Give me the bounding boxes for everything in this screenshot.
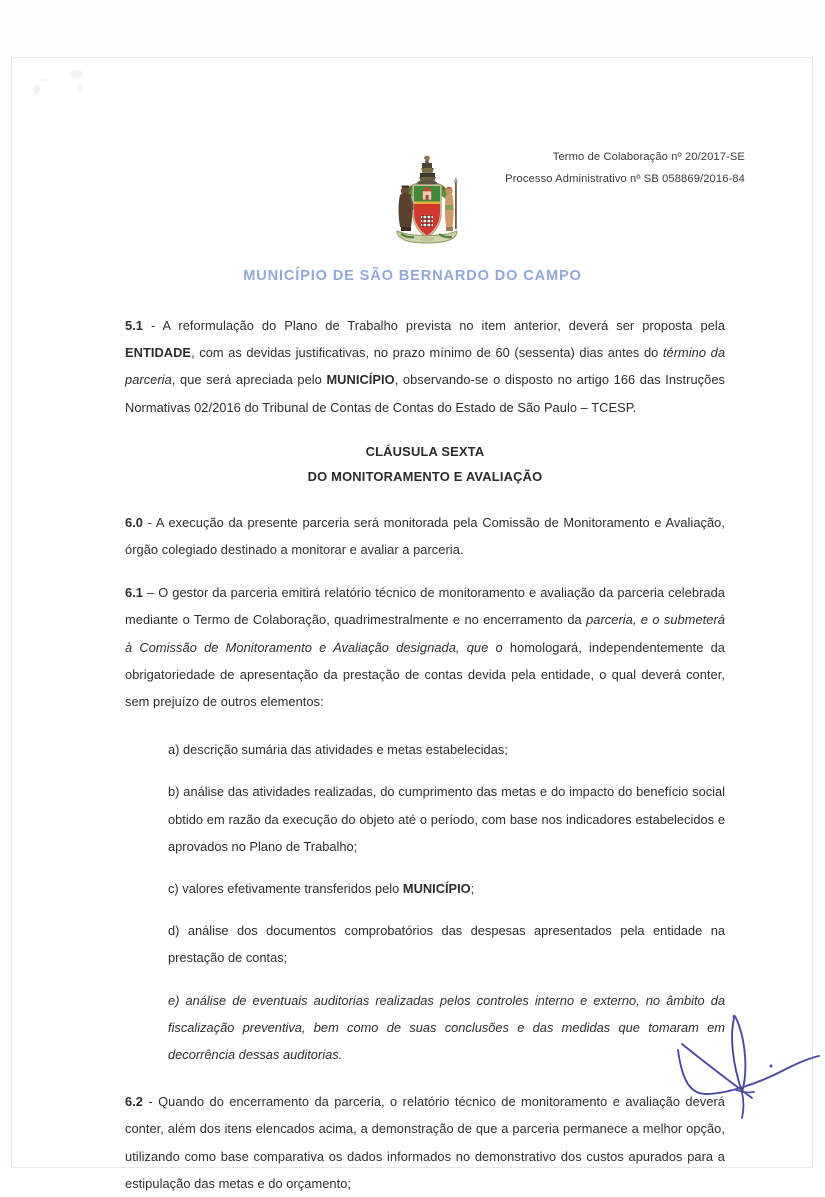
- item-a-label: a): [168, 742, 180, 758]
- paragraph-6-2-text: Quando do encerramento da parceria, o relatório técnico de monitoramento e avaliação deverá conter, além dos itens elencados acima, a demonstração de que a parceria permanece a melhor opção, utilizando como base comparativa os dados informados no demonstrativo dos custos apurados para a estipulação das metas e do orçamento;: [125, 1094, 725, 1191]
- paragraph-number-6-0: 6.0: [125, 514, 144, 530]
- clause-heading-line-2: DO MONITORAMENTO E AVALIAÇÃO: [307, 468, 543, 484]
- scan-artifact-speckle: [33, 85, 40, 94]
- paragraph-number-5-1: 5.1: [125, 318, 144, 333]
- item-c-seg2: ;: [470, 881, 475, 897]
- list-item: [125, 917, 725, 971]
- paragraph-6-0-dash: -: [143, 514, 156, 530]
- scan-artifact-speckle: [70, 70, 83, 78]
- paragraph-6-2-dash: -: [143, 1094, 159, 1110]
- paragraph-5-1-seg1: A reformulação do Plano de Trabalho prevista no item anterior, deverá ser proposta pela: [162, 318, 726, 333]
- processo-administrativo-ref: Processo Administrativo nº SB 058869/2016-84: [505, 173, 745, 185]
- item-d-text: análise dos documentos comprobatórios das despesas apresentados pela entidade na prestação de contas;: [168, 923, 725, 966]
- document-header: [0, 146, 825, 256]
- scan-artifact-speckle: [41, 78, 45, 82]
- item-e-label: e): [168, 992, 180, 1008]
- item-c-label: c): [168, 881, 179, 897]
- termo-colaboracao-ref: Termo de Colaboração nº 20/2017-SE: [552, 151, 745, 163]
- header-reference-block: [400, 146, 745, 190]
- paragraph-6-0: [125, 509, 725, 563]
- list-item: [125, 736, 725, 763]
- paragraph-5-1-seg2: , com as devidas justificativas, no prazo mínimo de 60 (sessenta) dias antes do: [191, 345, 663, 361]
- paragraph-5-1: [125, 312, 725, 421]
- paragraph-6-0-text: A execução da presente parceria será monitorada pela Comissão de Monitoramento e Avaliação, órgão colegiado destinado a monitorar e avaliar a parceria.: [125, 514, 725, 558]
- paragraph-5-1-seg3: , que será apreciada pelo: [171, 372, 327, 388]
- document-text-column: [125, 312, 725, 1197]
- paragraph-6-1: [125, 579, 725, 715]
- item-c-seg1: valores efetivamente transferidos pelo: [178, 881, 403, 897]
- item-d-label: d): [168, 923, 180, 939]
- paragraph-5-1-dash: -: [143, 318, 163, 333]
- paragraph-6-1-italic-segment: parceria, e o submeterá à Comissão de Monitoramento e Avaliação designada, que o: [125, 612, 725, 655]
- clause-heading-line-1: CLÁUSULA SEXTA: [365, 443, 485, 459]
- paragraph-5-1-italic-termino: término da parceria: [125, 345, 726, 388]
- item-c-bold-municipio: MUNICÍPIO: [402, 881, 471, 897]
- paragraph-number-6-2: 6.2: [125, 1094, 144, 1110]
- paragraph-5-1-seg4: , observando-se o disposto no artigo 166 das Instruções Normativas 02/2016 do Tribunal de Contas de Contas do Estado de São Paulo – TCESP.: [125, 372, 725, 415]
- paragraph-6-1-seg1: O gestor da parceria emitirá relatório técnico de monitoramento e avaliação da parceria celebrada mediante o Termo de Colaboração, quadrimestralmente e no encerramento da: [125, 585, 725, 628]
- paragraph-5-1-bold-entidade: ENTIDADE: [125, 345, 192, 361]
- scan-artifact-speckle: [78, 83, 81, 93]
- paragraph-6-1-dash: –: [143, 585, 159, 601]
- list-item: [125, 778, 725, 860]
- list-item: [125, 875, 725, 902]
- item-b-label: b): [168, 784, 180, 800]
- paragraph-6-1-seg2: homologará, independentemente da obrigatoriedade de apresentação da prestação de contas devida pela entidade, o qual deverá conter, sem prejuízo de outros elementos:: [125, 639, 725, 710]
- item-e-text: análise de eventuais auditorias realizadas pelos controles interno e externo, no âmbito da fiscalização preventiva, bem como de suas conclusões e das medidas que tomaram em decorrência dessas auditorias.: [168, 992, 725, 1063]
- list-item: [125, 987, 725, 1069]
- paragraph-6-2: [125, 1088, 725, 1197]
- item-b-text: análise das atividades realizadas, do cumprimento das metas e do impacto do benefício social obtido em razão da execução do objeto até o período, com base nos indicadores estabelecidos e aprovados no Plano de Trabalho;: [168, 784, 725, 854]
- paragraph-number-6-1: 6.1: [125, 585, 144, 601]
- paragraph-5-1-bold-municipio: MUNICÍPIO: [326, 372, 395, 388]
- item-a-text: descrição sumária das atividades e metas estabelecidas;: [179, 742, 508, 758]
- page-title: MUNICÍPIO DE SÃO BERNARDO DO CAMPO: [243, 268, 582, 284]
- clause-heading: [125, 439, 725, 489]
